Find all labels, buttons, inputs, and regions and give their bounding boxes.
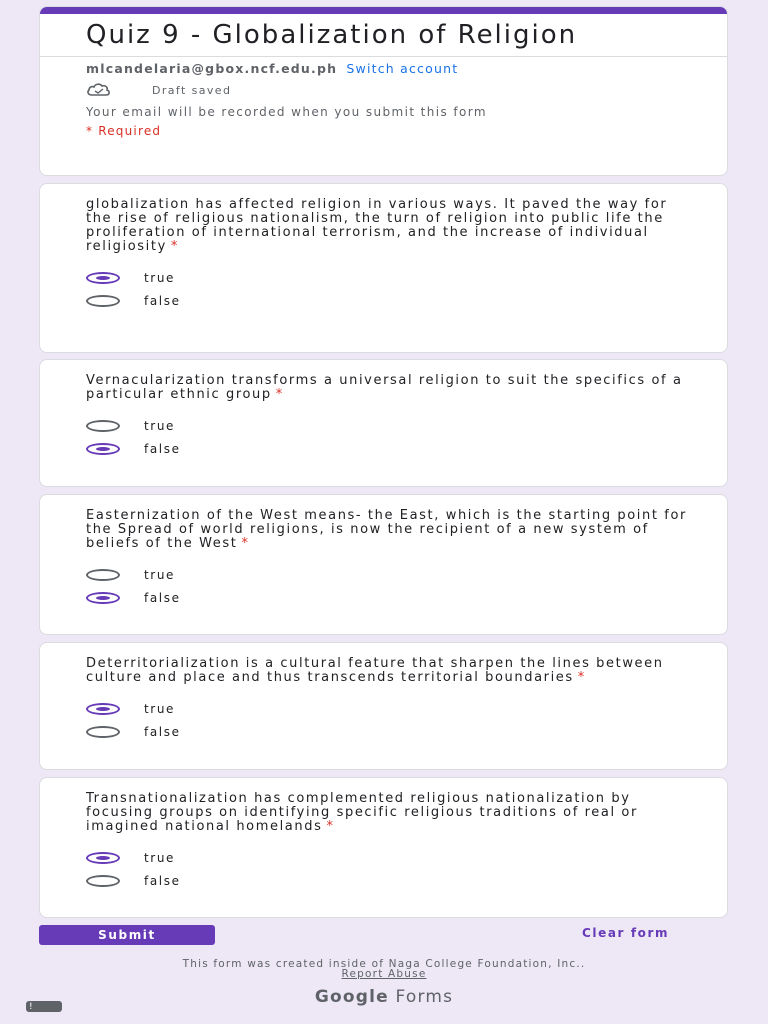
radio-button[interactable]	[86, 569, 120, 581]
option-label: true	[144, 850, 176, 865]
required-star: *	[275, 387, 284, 402]
option-label: true	[144, 270, 176, 285]
switch-account-link[interactable]: Switch account	[346, 61, 459, 76]
option-label: true	[144, 418, 176, 433]
option-label: false	[144, 873, 181, 888]
question-text: Deterritorialization is a cultural feature that sharpen the lines between culture and place and thus transcends territorial boundaries *	[86, 656, 664, 685]
radio-group	[86, 846, 727, 892]
brand-google: Google	[314, 987, 389, 1007]
required-star: *	[170, 239, 179, 254]
radio-button[interactable]	[86, 420, 120, 432]
question-card	[39, 494, 728, 635]
radio-button-checked[interactable]	[86, 592, 120, 604]
email-notice: Your email will be recorded when you submit this form	[86, 105, 487, 119]
draft-status: Draft saved	[152, 83, 232, 97]
required-star: *	[577, 670, 586, 685]
radio-button-checked[interactable]	[86, 272, 120, 284]
radio-button-checked[interactable]	[86, 703, 120, 715]
radio-group	[86, 414, 727, 460]
question-card	[39, 777, 728, 918]
option-false[interactable]	[86, 437, 727, 460]
radio-button-checked[interactable]	[86, 852, 120, 864]
option-true[interactable]	[86, 846, 727, 869]
radio-group	[86, 697, 727, 743]
question-card	[39, 642, 728, 770]
footer-notice	[0, 959, 768, 979]
google-forms-logo	[0, 987, 768, 1007]
form-title: Quiz 9 - Globalization of Religion	[86, 20, 578, 50]
radio-button[interactable]	[86, 295, 120, 307]
required-note: * Required	[86, 124, 162, 138]
report-abuse-link[interactable]: Report Abuse	[341, 968, 427, 980]
required-star: *	[326, 819, 335, 834]
radio-group	[86, 266, 727, 312]
question-text: Vernacularization transforms a universal religion to suit the specifics of a particular ethnic group *	[86, 373, 683, 402]
form-header-card	[39, 6, 728, 176]
question-text: Transnationalization has complemented religious nationalization by focusing groups on identifying specific religious traditions of real or imagined national homelands *	[86, 791, 638, 834]
option-true[interactable]	[86, 697, 727, 720]
question-text: Easternization of the West means- the East, which is the starting point for the Spread of world religions, is now the recipient of a new system of beliefs of the West *	[86, 508, 687, 551]
radio-button-checked[interactable]	[86, 443, 120, 455]
question-card	[39, 359, 728, 487]
accent-bar	[40, 7, 727, 14]
option-label: false	[144, 590, 181, 605]
feedback-icon[interactable]: !	[26, 1001, 62, 1012]
option-false[interactable]	[86, 586, 727, 609]
option-true[interactable]	[86, 563, 727, 586]
option-true[interactable]	[86, 414, 727, 437]
cloud-check-icon	[86, 82, 112, 98]
option-false[interactable]	[86, 720, 727, 743]
option-label: false	[144, 293, 181, 308]
option-label: true	[144, 701, 176, 716]
radio-button[interactable]	[86, 875, 120, 887]
option-false[interactable]	[86, 289, 727, 312]
account-row	[86, 61, 727, 76]
account-email: mlcandelaria@gbox.ncf.edu.ph	[86, 61, 338, 76]
brand-forms: Forms	[395, 987, 454, 1007]
option-label: false	[144, 724, 181, 739]
submit-button[interactable]: Submit	[39, 925, 215, 945]
option-label: true	[144, 567, 176, 582]
radio-button[interactable]	[86, 726, 120, 738]
header-divider	[40, 56, 727, 57]
question-card	[39, 183, 728, 353]
clear-form-button[interactable]: Clear form	[582, 926, 670, 940]
question-text: globalization has affected religion in various ways. It paved the way for the rise of religious nationalism, the turn of religion into public life the proliferation of international terrorism, and the increase of individual religiosity *	[86, 197, 668, 254]
required-star: *	[241, 536, 250, 551]
option-true[interactable]	[86, 266, 727, 289]
draft-status-row	[86, 82, 727, 98]
option-false[interactable]	[86, 869, 727, 892]
option-label: false	[144, 441, 181, 456]
created-inside-text: This form was created inside of Naga College Foundation, Inc..	[182, 958, 586, 970]
radio-group	[86, 563, 727, 609]
